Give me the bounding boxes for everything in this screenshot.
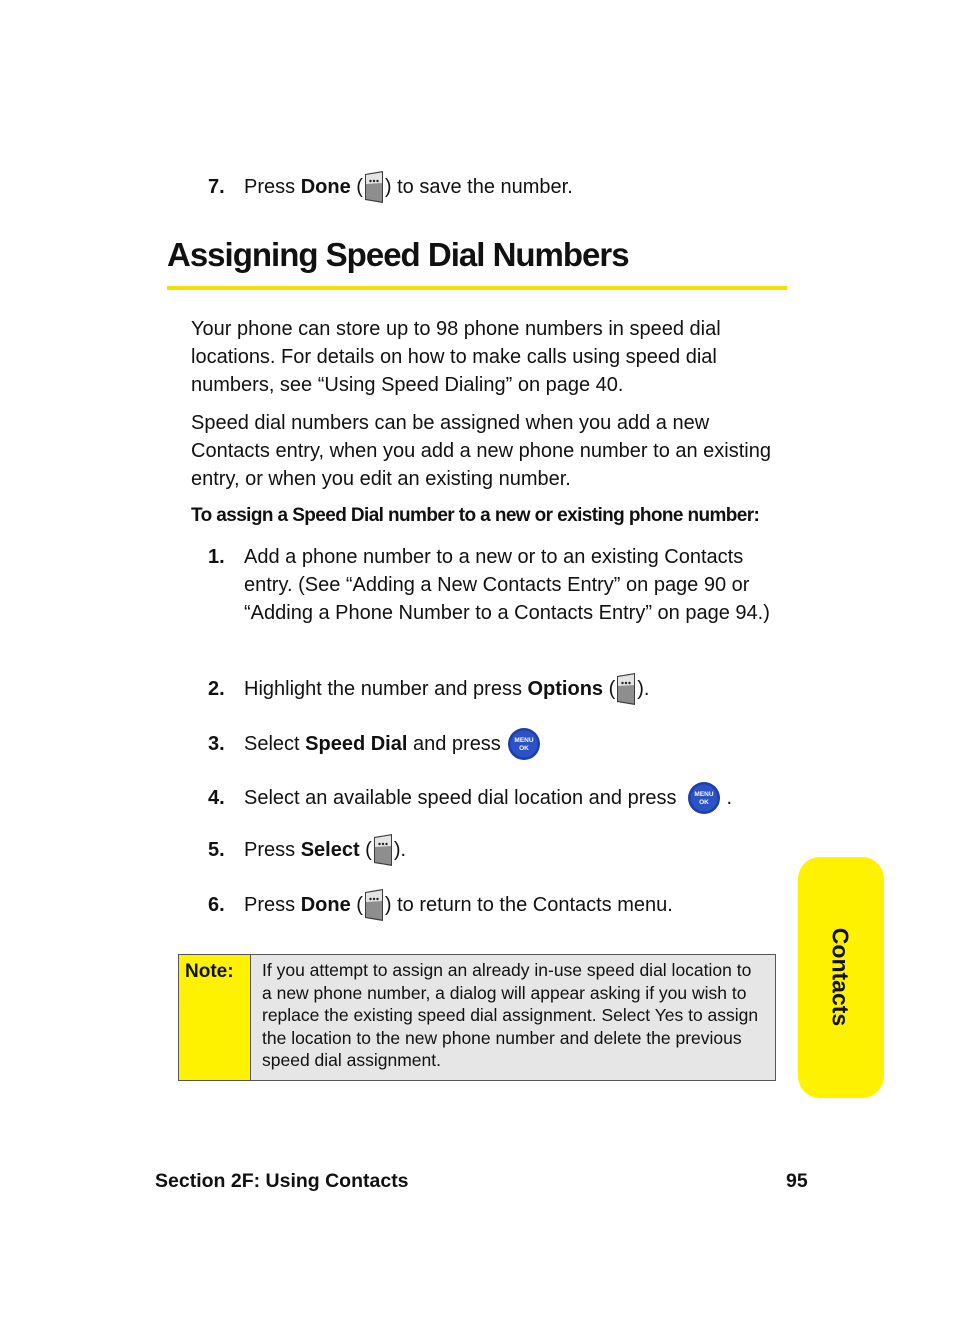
step-text	[244, 730, 789, 758]
paren-open: (	[350, 894, 363, 916]
speed-dial-label: Speed Dial	[305, 733, 408, 755]
paren-open: (	[350, 176, 363, 198]
page-title: Assigning Speed Dial Numbers	[167, 236, 629, 273]
step-number: 2.	[208, 678, 225, 700]
select-key-label: Select	[300, 839, 360, 861]
step-number: 4.	[208, 787, 225, 809]
intro-paragraph-2: Speed dial numbers can be assigned when you add a new Contacts entry, when you add a new phone number to an existing entry, or when you edit an existing number.	[191, 412, 771, 490]
note-label: Note:	[179, 955, 251, 1080]
step-text	[244, 675, 789, 703]
step-text: Add a phone number to a new or to an existing Contacts entry. (See “Adding a New Contacts Entry” on page 90 or “Adding a Phone Number to a Contacts Entry” on page 94.)	[244, 546, 770, 624]
step-text	[244, 836, 789, 864]
softkey-icon	[363, 888, 385, 922]
menu-ok-icon	[507, 727, 541, 761]
step-number: 1.	[208, 546, 225, 568]
menu-ok-line2: OK	[518, 744, 529, 752]
softkey-icon	[363, 170, 385, 204]
options-key-label: Options	[527, 678, 604, 700]
step-text-pre: Select an available speed dial location and press	[244, 787, 677, 809]
title-underline	[167, 286, 787, 290]
step-text-post: ).	[393, 839, 407, 861]
softkey-icon	[615, 672, 637, 706]
section-side-tab	[798, 857, 884, 1098]
step-text-post: ) to save the number.	[384, 176, 573, 198]
footer-page-number: 95	[786, 1170, 808, 1192]
softkey-icon	[372, 833, 394, 867]
step-text-post: .	[726, 787, 733, 809]
note-text: If you attempt to assign an already in-use speed dial location to a new phone number, a dialog will appear asking if you wish to replace the existing speed dial assignment. Select Yes to assign the location to the new phone number and delete the previous speed dial assignment.	[251, 955, 775, 1080]
intro-paragraph-1: Your phone can store up to 98 phone numbers in speed dial locations. For details on how to make calls using speed dial numbers, see “Using Speed Dialing” on page 40.	[191, 318, 721, 396]
paren-open: (	[603, 678, 616, 700]
footer-section: Section 2F: Using Contacts	[155, 1170, 409, 1192]
step-text-pre: Press	[244, 839, 301, 861]
step-text-pre: Highlight the number and press	[244, 678, 528, 700]
step-number: 3.	[208, 733, 225, 755]
step-text-pre: Press	[244, 176, 301, 198]
step-text-post: ).	[637, 678, 650, 700]
step-text	[244, 173, 789, 201]
paren-open: (	[359, 839, 372, 861]
procedure-heading: To assign a Speed Dial number to a new or existing phone number:	[191, 505, 760, 526]
step-text-post: ) to return to the Contacts menu.	[384, 894, 673, 916]
step-text-pre: Select	[244, 733, 306, 755]
done-key-label: Done	[300, 176, 351, 198]
note-box	[178, 954, 776, 1081]
step-text	[244, 784, 789, 812]
step-text-pre: Press	[244, 894, 301, 916]
menu-ok-line1: MENU	[693, 790, 714, 798]
menu-ok-line2: OK	[698, 798, 709, 806]
step-number: 5.	[208, 839, 225, 861]
step-number: 7.	[208, 176, 225, 198]
step-number: 6.	[208, 894, 225, 916]
menu-ok-line1: MENU	[514, 736, 534, 744]
menu-ok-icon	[687, 781, 721, 815]
step-text	[244, 891, 789, 919]
side-tab-label: Contacts	[827, 927, 854, 1027]
step-text-post: and press	[407, 733, 501, 755]
done-key-label: Done	[300, 894, 351, 916]
